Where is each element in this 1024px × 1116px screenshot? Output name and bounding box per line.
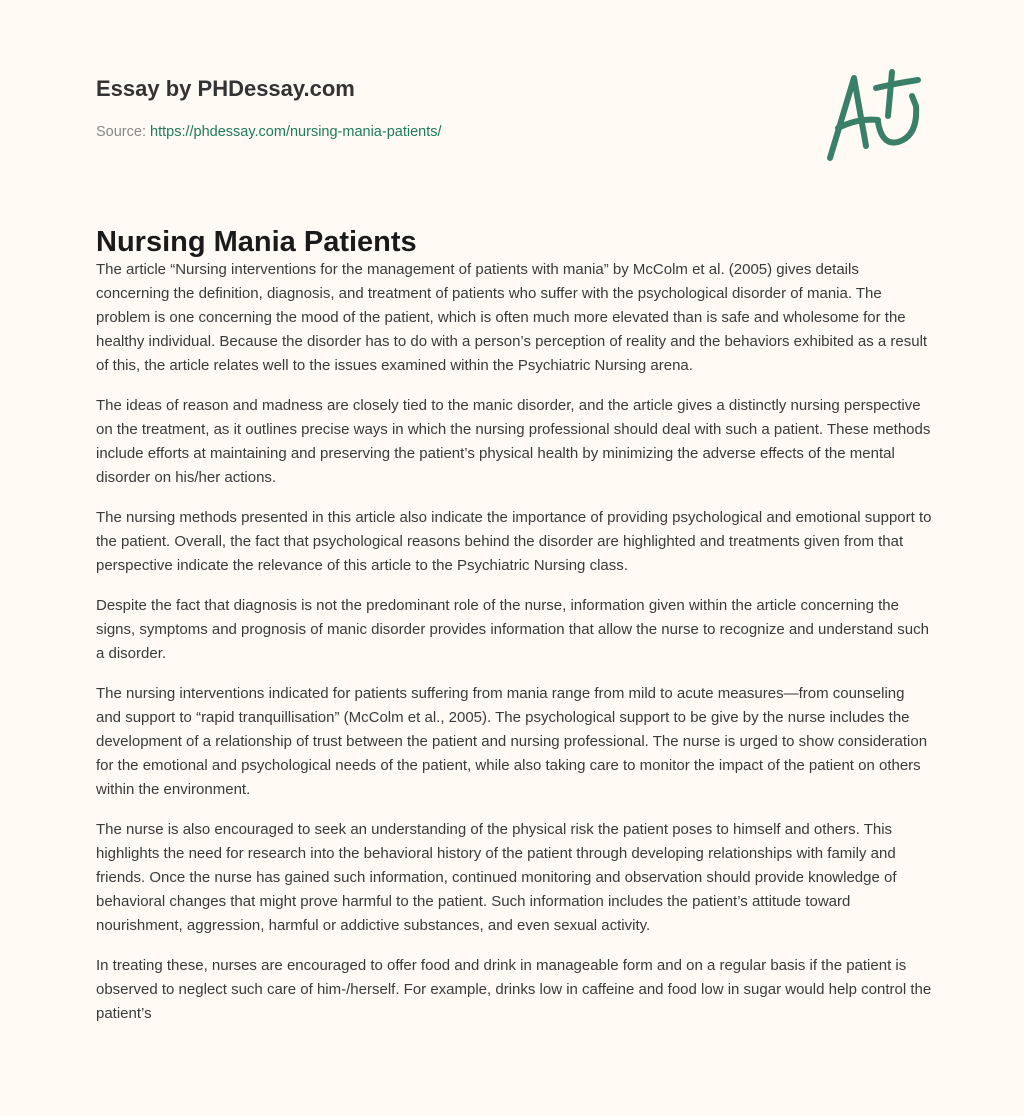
a-plus-logo-icon — [818, 66, 930, 166]
paragraph: The nurse is also encouraged to seek an understanding of the physical risk the patient poses to himself and others. This highlights the need for research into the behavioral history of the patient through developing relationships with family and friends. Once the nurse has gained such information, continued monitoring and observation should provide knowledge of behavioral changes that might prove harmful to the patient. Such information includes the patient’s attitude toward nourishment, aggression, harmful or addictive substances, and even sexual activity. — [96, 821, 897, 934]
site-brand: Essay by PHDessay.com — [96, 76, 355, 101]
source-line — [96, 124, 442, 140]
paragraph: The ideas of reason and madness are closely tied to the manic disorder, and the article gives a distinctly nursing perspective on the treatment, as it outlines precise ways in which the nursing professional should deal with such a patient. These methods include efforts at maintaining and preserving the patient’s physical health by minimizing the adverse effects of the mental disorder on his/her actions. — [96, 397, 931, 486]
paragraph: The nursing methods presented in this article also indicate the importance of providing psychological and emotional support to the patient. Overall, the fact that psychological reasons behind the disorder are highlighted and treatments given from that perspective indicate the relevance of this article to the Psychiatric Nursing class. — [96, 509, 932, 574]
essay-body — [96, 258, 932, 1042]
source-link[interactable]: https://phdessay.com/nursing-mania-patients/ — [150, 124, 442, 140]
paragraph: The article “Nursing interventions for the management of patients with mania” by McColm et al. (2005) gives details concerning the definition, diagnosis, and treatment of patients who suffer with the psychological disorder of mania. The problem is one concerning the mood of the patient, which is often much more elevated than is safe and wholesome for the healthy individual. Because the disorder has to do with a person’s perception of reality and the behaviors exhibited as a result of this, the article relates well to the issues examined within the Psychiatric Nursing arena. — [96, 261, 928, 374]
paragraph: In treating these, nurses are encouraged to offer food and drink in manageable form and on a regular basis if the patient is observed to neglect such care of him-/herself. For example, drinks low in caffeine and food low in sugar would help control the patient’s — [96, 957, 932, 1022]
paragraph: The nursing interventions indicated for patients suffering from mania range from mild to acute measures—from counseling and support to “rapid tranquillisation” (McColm et al., 2005). The psychological support to be give by the nurse includes the development of a relationship of trust between the patient and nursing professional. The nurse is urged to show consideration for the emotional and psychological needs of the patient, while also taking care to monitor the impact of the patient on others within the environment. — [96, 685, 928, 798]
essay-title: Nursing Mania Patients — [96, 226, 417, 258]
paragraph: Despite the fact that diagnosis is not the predominant role of the nurse, information given within the article concerning the signs, symptoms and prognosis of manic disorder provides information that allow the nurse to recognize and understand such a disorder. — [96, 597, 929, 662]
source-label: Source: — [96, 124, 146, 140]
